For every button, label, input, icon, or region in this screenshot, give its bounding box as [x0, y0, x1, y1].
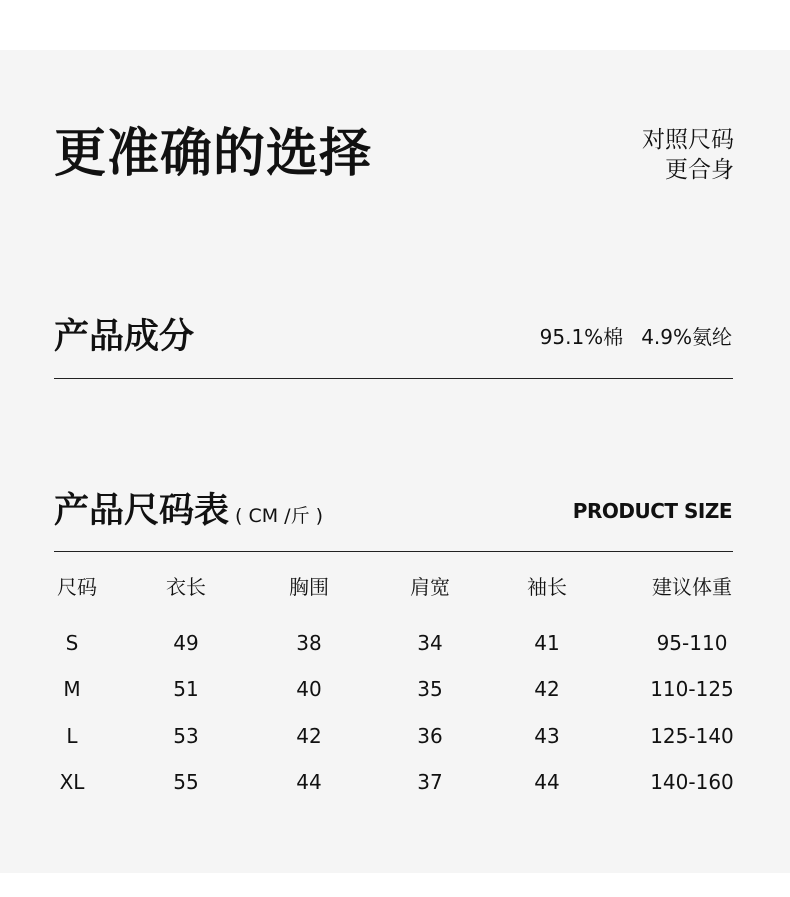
table-cell: 44	[296, 770, 322, 794]
table-cell: 44	[534, 770, 560, 794]
table-cell: 34	[417, 631, 443, 655]
table-cell: M	[63, 677, 81, 701]
size-chart-title-text: 产品尺码表	[54, 491, 230, 531]
table-cell: L	[66, 724, 78, 748]
table-header-cell: 袖长	[527, 575, 567, 599]
hero-note-line-2: 更合身	[665, 157, 734, 183]
table-header-cell: 衣长	[166, 575, 206, 599]
table-cell: 51	[173, 677, 199, 701]
table-cell: 42	[296, 724, 322, 748]
table-cell: 110-125	[650, 677, 734, 701]
table-cell: 42	[534, 677, 560, 701]
composition-values	[540, 323, 732, 351]
table-cell: 95-110	[656, 631, 728, 655]
table-cell: 49	[173, 631, 199, 655]
table-cell: S	[65, 631, 79, 655]
table-cell: XL	[59, 770, 85, 794]
size-chart-unit: ( CM /斤 )	[235, 505, 324, 527]
table-cell: 43	[534, 724, 560, 748]
size-chart-english-title: PRODUCT SIZE	[572, 499, 732, 523]
size-chart-divider	[54, 551, 733, 552]
table-header-cell: 建议体重	[652, 575, 732, 599]
table-header-cell: 肩宽	[410, 575, 450, 599]
table-cell: 40	[296, 677, 322, 701]
table-cell: 35	[417, 677, 443, 701]
composition-item-cotton: 95.1%棉	[539, 325, 624, 349]
table-header-cell: 尺码	[57, 575, 97, 599]
page-title: 更准确的选择	[54, 124, 373, 184]
table-cell: 41	[534, 631, 560, 655]
composition-item-spandex: 4.9%氨纶	[641, 325, 732, 349]
table-cell: 38	[296, 631, 322, 655]
table-cell: 53	[173, 724, 199, 748]
composition-title: 产品成分	[54, 317, 195, 357]
table-cell: 36	[417, 724, 443, 748]
table-header-cell: 胸围	[289, 575, 329, 599]
table-cell: 55	[173, 770, 199, 794]
table-cell: 37	[417, 770, 443, 794]
hero-note-line-1: 对照尺码	[642, 127, 734, 153]
size-chart-title	[54, 488, 323, 539]
table-cell: 125-140	[650, 724, 734, 748]
composition-divider	[54, 378, 733, 379]
table-cell: 140-160	[650, 770, 734, 794]
